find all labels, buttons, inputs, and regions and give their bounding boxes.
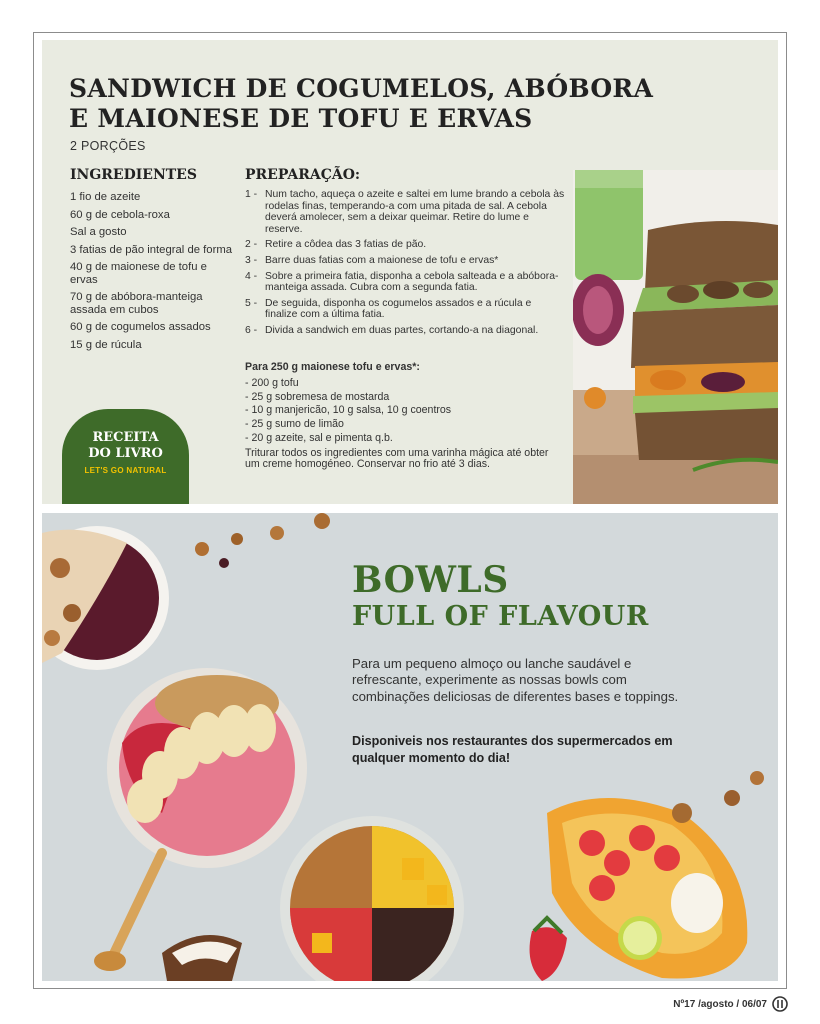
step-text: Retire a côdea das 3 fatias de pão. [265, 239, 427, 251]
badge-title [62, 430, 189, 462]
ingredients-heading: INGREDIENTES [70, 167, 197, 183]
sandwich-photo [573, 170, 778, 504]
ingredient-item: 70 g de abóbora-manteiga assada em cubos [70, 291, 203, 316]
recipe-book-badge [62, 409, 189, 504]
mayo-item: - 25 g sobremesa de mostarda [245, 390, 390, 403]
mayo-instructions: Triturar todos os ingredientes com uma varinha mágica até obter um creme homogéneo. Conservar no frio até 3 dias. [245, 446, 549, 471]
recipe-title-line-1: SANDWICH DE COGUMELOS, ABÓBORA [69, 74, 654, 103]
bowls-description: Para um pequeno almoço ou lanche saudável e refrescante, experimente as nossas bowls com combinações deliciosas de diferentes bases e toppings. [352, 656, 679, 704]
bowls-title-line-2: FULL OF FLAVOUR [352, 601, 649, 632]
step-item [245, 325, 565, 337]
step-item [245, 298, 565, 321]
bowls-title-line-1: BOWLS [352, 559, 509, 601]
issue-info: Nº17 /agosto / 06/07 [673, 998, 767, 1010]
recipe-title [69, 74, 669, 134]
step-item [245, 255, 565, 267]
step-text: Sobre a primeira fatia, disponha a cebola salteada e a abóbora-manteiga assada. Cubra com a segunda fatia. [265, 270, 559, 294]
mayo-item: - 200 g tofu [245, 376, 299, 389]
brand-logo-icon [772, 996, 788, 1012]
mayo-recipe [245, 361, 565, 471]
step-text: Num tacho, aqueça o azeite e saltei em lume brando a cebola às rodelas finas, temperando-a com uma pitada de sal. A cebola deverá amolecer, sem a deixar queimar. Retire do lume e reserve. [265, 189, 565, 235]
step-text: Barre duas fatias com a maionese de tofu e ervas* [265, 254, 499, 266]
step-number: 6 - [245, 324, 258, 336]
ingredient-item: 60 g de cogumelos assados [70, 321, 211, 333]
step-number: 3 - [245, 254, 258, 266]
step-text: Divida a sandwich em duas partes, cortando-a na diagonal. [265, 324, 539, 336]
badge-subtitle: LET'S GO NATURAL [84, 466, 167, 475]
step-item [245, 271, 565, 294]
step-number: 1 - [245, 189, 258, 200]
ingredient-item: Sal a gosto [70, 226, 127, 238]
ingredient-item: 3 fatias de pão integral de forma [70, 243, 233, 256]
bowls-panel [42, 513, 778, 981]
page-footer [673, 996, 788, 1012]
step-item [245, 239, 565, 251]
step-number: 4 - [245, 270, 258, 282]
preparation-steps [245, 189, 565, 341]
step-number: 2 - [245, 239, 258, 251]
recipe-panel [42, 40, 778, 504]
badge-title-line-2: DO LIVRO [88, 446, 163, 461]
mayo-item: - 10 g manjericão, 10 g salsa, 10 g coentros [245, 404, 452, 417]
bowls-availability: Disponiveis nos restaurantes dos supermercados em qualquer momento do dia! [352, 734, 673, 765]
step-number: 5 - [245, 297, 258, 309]
step-item [245, 189, 565, 235]
ingredient-item: 15 g de rúcula [70, 338, 142, 351]
portions-label: 2 PORÇÕES [70, 139, 146, 153]
ingredient-item: 60 g de cebola-roxa [70, 208, 170, 221]
mayo-item: - 25 g sumo de limão [245, 418, 344, 431]
mayo-heading: Para 250 g maionese tofu e ervas*: [245, 361, 420, 373]
badge-title-line-1: RECEITA [92, 430, 159, 445]
preparation-heading: PREPARAÇÃO: [245, 167, 361, 183]
step-text: De seguida, disponha os cogumelos assados e a rúcula e finalize com a última fatia. [265, 297, 532, 321]
ingredients-list [70, 191, 235, 356]
ingredient-item: 40 g de maionese de tofu e ervas [70, 261, 207, 286]
ingredient-item: 1 fio de azeite [70, 191, 141, 203]
recipe-title-line-2: E MAIONESE DE TOFU E ERVAS [69, 104, 533, 133]
mayo-ingredients [245, 377, 565, 446]
bowls-title [352, 560, 649, 634]
mayo-item: - 20 g azeite, sal e pimenta q.b. [245, 431, 393, 444]
